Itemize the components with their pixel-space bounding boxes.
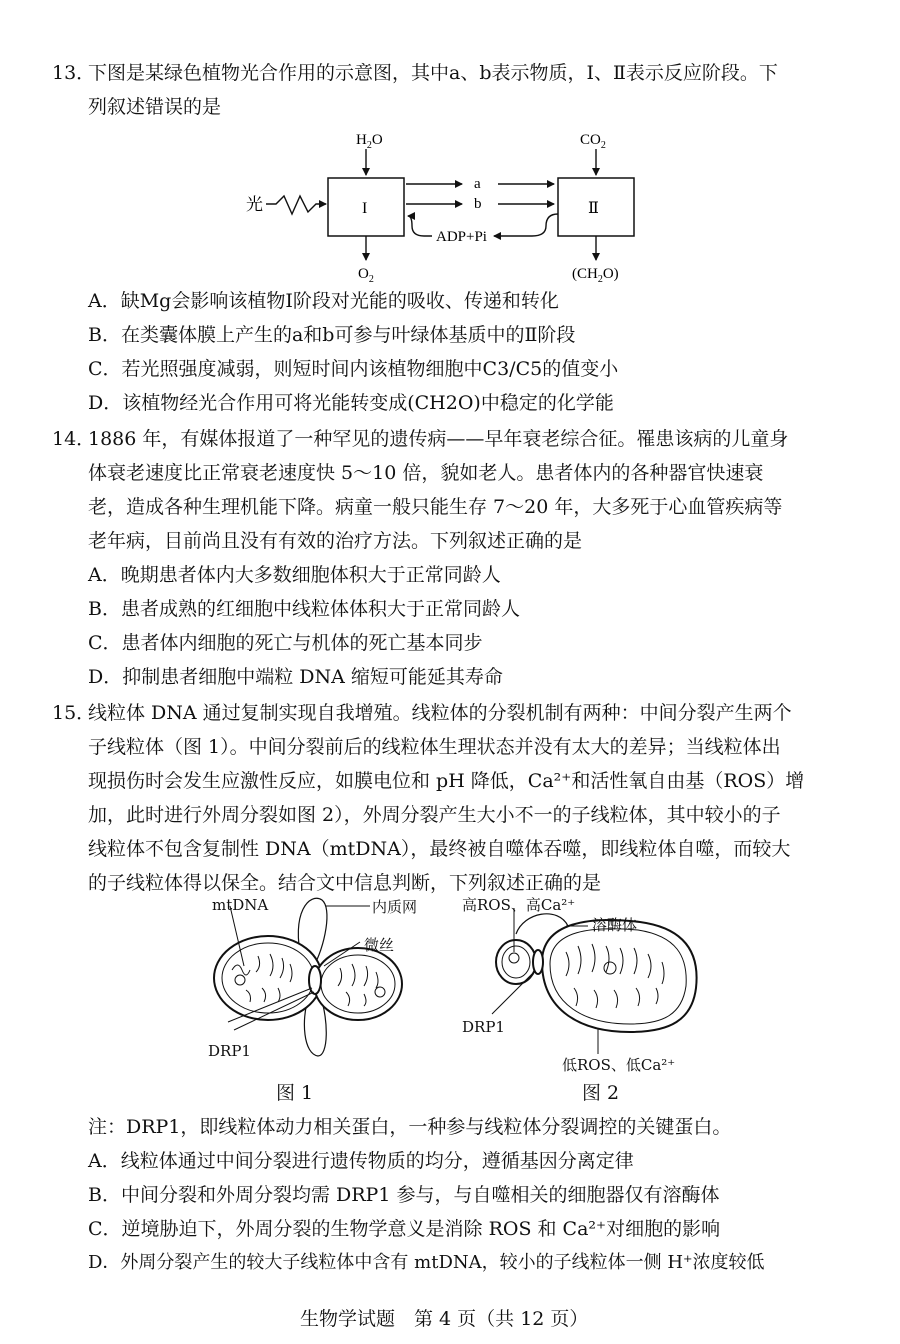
q13-photosynthesis-diagram xyxy=(240,122,660,284)
q15-stem-line4: 加，此时进行外周分裂如图 2），外周分裂产生大小不一的子线粒体，其中较小的子 xyxy=(88,804,781,826)
stage1-label: I xyxy=(362,200,368,217)
q14-stem-line3: 老，造成各种生理机能下降。病童一般只能生存 7～20 年，大多死于心血管疾病等 xyxy=(88,496,783,518)
q13-stem-line2: 列叙述错误的是 xyxy=(88,96,222,118)
q13-stem-line1: 下图是某绿色植物光合作用的示意图，其中a、b表示物质，Ⅰ、Ⅱ表示反应阶段。下 xyxy=(88,62,778,84)
fig2-caption: 图 2 xyxy=(582,1082,620,1104)
stage2-label: Ⅱ xyxy=(588,200,599,217)
q13-number: 13． xyxy=(52,62,96,84)
ch2o-label: $(CH_2O)$ xyxy=(572,266,619,284)
o2-label: $O_2$ xyxy=(358,266,374,284)
q15-note: 注：DRP1，即线粒体动力相关蛋白，一种参与线粒体分裂调控的关键蛋白。 xyxy=(88,1116,732,1138)
fig1-caption: 图 1 xyxy=(276,1082,314,1104)
fig1-microfilament-label: 微丝 xyxy=(364,936,395,954)
fig2-lysosome-label: 溶酶体 xyxy=(592,916,638,934)
q15-stem-line5: 线粒体不包含复制性 DNA（mtDNA），最终被自噬体吞噬，即线粒体自噬，而较大 xyxy=(88,838,791,860)
q15-option-c: C．逆境胁迫下，外周分裂的生物学意义是消除 ROS 和 Ca²⁺对细胞的影响 xyxy=(88,1218,721,1240)
adp-label: ADP+Pi xyxy=(436,229,487,245)
q14-option-d: D．抑制患者细胞中端粒 DNA 缩短可能延其寿命 xyxy=(88,666,503,688)
fig1-drp1-label: DRP1 xyxy=(208,1042,251,1060)
q15-option-b: B．中间分裂和外周分裂均需 DRP1 参与，与自噬相关的细胞器仅有溶酶体 xyxy=(88,1184,720,1206)
q15-stem-line1: 线粒体 DNA 通过复制实现自我增殖。线粒体的分裂机制有两种：中间分裂产生两个 xyxy=(88,702,792,724)
fig2-peripheral-division xyxy=(470,892,710,1062)
q14-option-c: C．患者体内细胞的死亡与机体的死亡基本同步 xyxy=(88,632,483,654)
fig1-mtdna-label: mtDNA xyxy=(212,896,269,914)
q15-option-a: A．线粒体通过中间分裂进行遗传物质的均分，遵循基因分离定律 xyxy=(88,1150,634,1172)
q14-option-a: A．晚期患者体内大多数细胞体积大于正常同龄人 xyxy=(88,564,501,586)
q14-stem-line4: 老年病，目前尚且没有有效的治疗方法。下列叙述正确的是 xyxy=(88,530,583,552)
q15-stem-line3: 现损伤时会发生应激性反应，如膜电位和 pH 降低，Ca²⁺和活性氧自由基（ROS）增 xyxy=(88,770,805,792)
b-label: b xyxy=(474,196,482,212)
q15-stem-line6: 的子线粒体得以保全。结合文中信息判断，下列叙述正确的是 xyxy=(88,872,602,894)
q14-stem-line2: 体衰老速度比正常衰老速度快 5～10 倍，貌如老人。患者体内的各种器官快速衰 xyxy=(88,462,764,484)
light-label: 光 xyxy=(246,195,263,214)
fig2-low-label: 低ROS、低Ca²⁺ xyxy=(562,1056,676,1074)
q13-option-b: B．在类囊体膜上产生的a和b可参与叶绿体基质中的Ⅱ阶段 xyxy=(88,324,576,346)
q15-stem-line2: 子线粒体（图 1）。中间分裂前后的线粒体生理状态并没有太大的差异；当线粒体出 xyxy=(88,736,781,758)
fig2-drp1-label: DRP1 xyxy=(462,1018,505,1036)
fig1-er-label: 内质网 xyxy=(372,898,418,916)
q13-option-a: A．缺Mg会影响该植物Ⅰ阶段对光能的吸收、传递和转化 xyxy=(88,290,559,312)
q13-option-c: C．若光照强度减弱，则短时间内该植物细胞中C3/C5的值变小 xyxy=(88,358,619,380)
q15-option-d: D．外周分裂产生的较大子线粒体中含有 mtDNA，较小的子线粒体一侧 H⁺浓度较低 xyxy=(88,1252,765,1273)
co2-label: $CO_2$ xyxy=(580,132,606,151)
fig1-medial-division xyxy=(200,892,440,1062)
a-label: a xyxy=(474,176,481,192)
q13-option-d: D．该植物经光合作用可将光能转变成(CH2O)中稳定的化学能 xyxy=(88,392,614,414)
q14-option-b: B．患者成熟的红细胞中线粒体体积大于正常同龄人 xyxy=(88,598,520,620)
fig2-high-label: 高ROS、高Ca²⁺ xyxy=(462,896,576,914)
page-footer: 生物学试题 第 4 页（共 12 页） xyxy=(300,1308,589,1330)
q15-number: 15． xyxy=(52,702,96,724)
q14-number: 14． xyxy=(52,428,96,450)
h2o-label: $H_2O$ xyxy=(356,132,383,151)
q14-stem-line1: 1886 年，有媒体报道了一种罕见的遗传病——早年衰老综合征。罹患该病的儿童身 xyxy=(88,428,789,450)
